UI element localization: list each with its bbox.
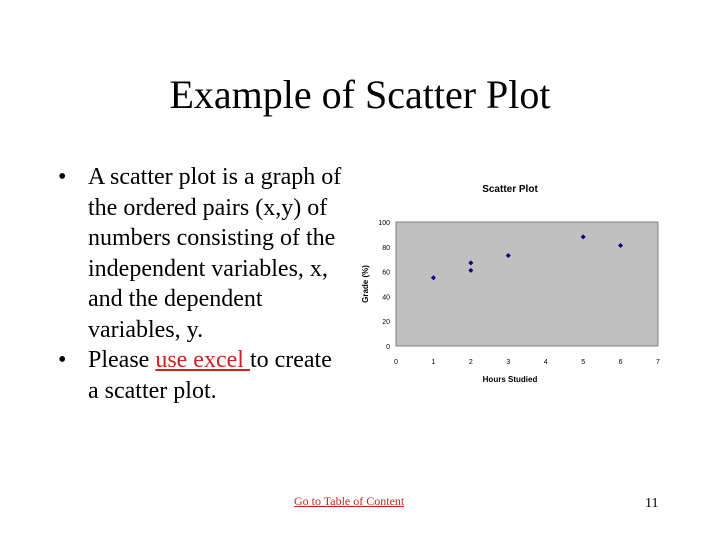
bullet-text: A scatter plot is a graph of the ordered pairs (x,y) of numbers consisting of the independent variables, x, and the dependent variables, y.: [88, 164, 342, 343]
x-tick-label: 1: [431, 359, 436, 366]
y-axis-label: Grade (%): [361, 265, 370, 303]
use-excel-link[interactable]: use excel: [155, 347, 250, 373]
x-tick-label: 2: [468, 359, 473, 366]
x-tick-label: 0: [394, 359, 398, 366]
x-tick-label: 6: [618, 359, 623, 366]
x-tick-label: 5: [581, 359, 586, 366]
y-tick-label: 40: [382, 294, 390, 302]
x-tick-label: 7: [656, 359, 660, 366]
bullet-icon: •: [58, 347, 67, 373]
y-tick-label: 80: [382, 244, 390, 252]
slide-title: Example of Scatter Plot: [169, 72, 551, 117]
chart-title: Scatter Plot: [482, 184, 538, 195]
y-tick-label: 100: [378, 220, 390, 227]
bullet-item-definition: [58, 162, 348, 345]
x-axis-label: Hours Studied: [482, 375, 538, 384]
y-tick-label: 0: [386, 344, 390, 351]
x-tick-label: 3: [506, 359, 511, 366]
table-of-content-link[interactable]: Go to Table of Content: [294, 494, 405, 508]
y-tick-label: 20: [382, 319, 390, 327]
bullet-list: [58, 162, 348, 406]
x-tick-label: 4: [543, 359, 548, 366]
bullet-text-after-link: to create a scatter plot.: [88, 347, 332, 404]
bullet-text-before-link: Please: [88, 347, 156, 373]
plot-area: [396, 222, 658, 346]
chart-svg: [356, 176, 676, 391]
page-number: 11: [645, 496, 659, 511]
y-tick-label: 60: [382, 269, 390, 277]
scatter-chart: [356, 176, 676, 391]
bullet-icon: •: [58, 164, 67, 190]
bullet-item-instruction: [58, 345, 348, 406]
